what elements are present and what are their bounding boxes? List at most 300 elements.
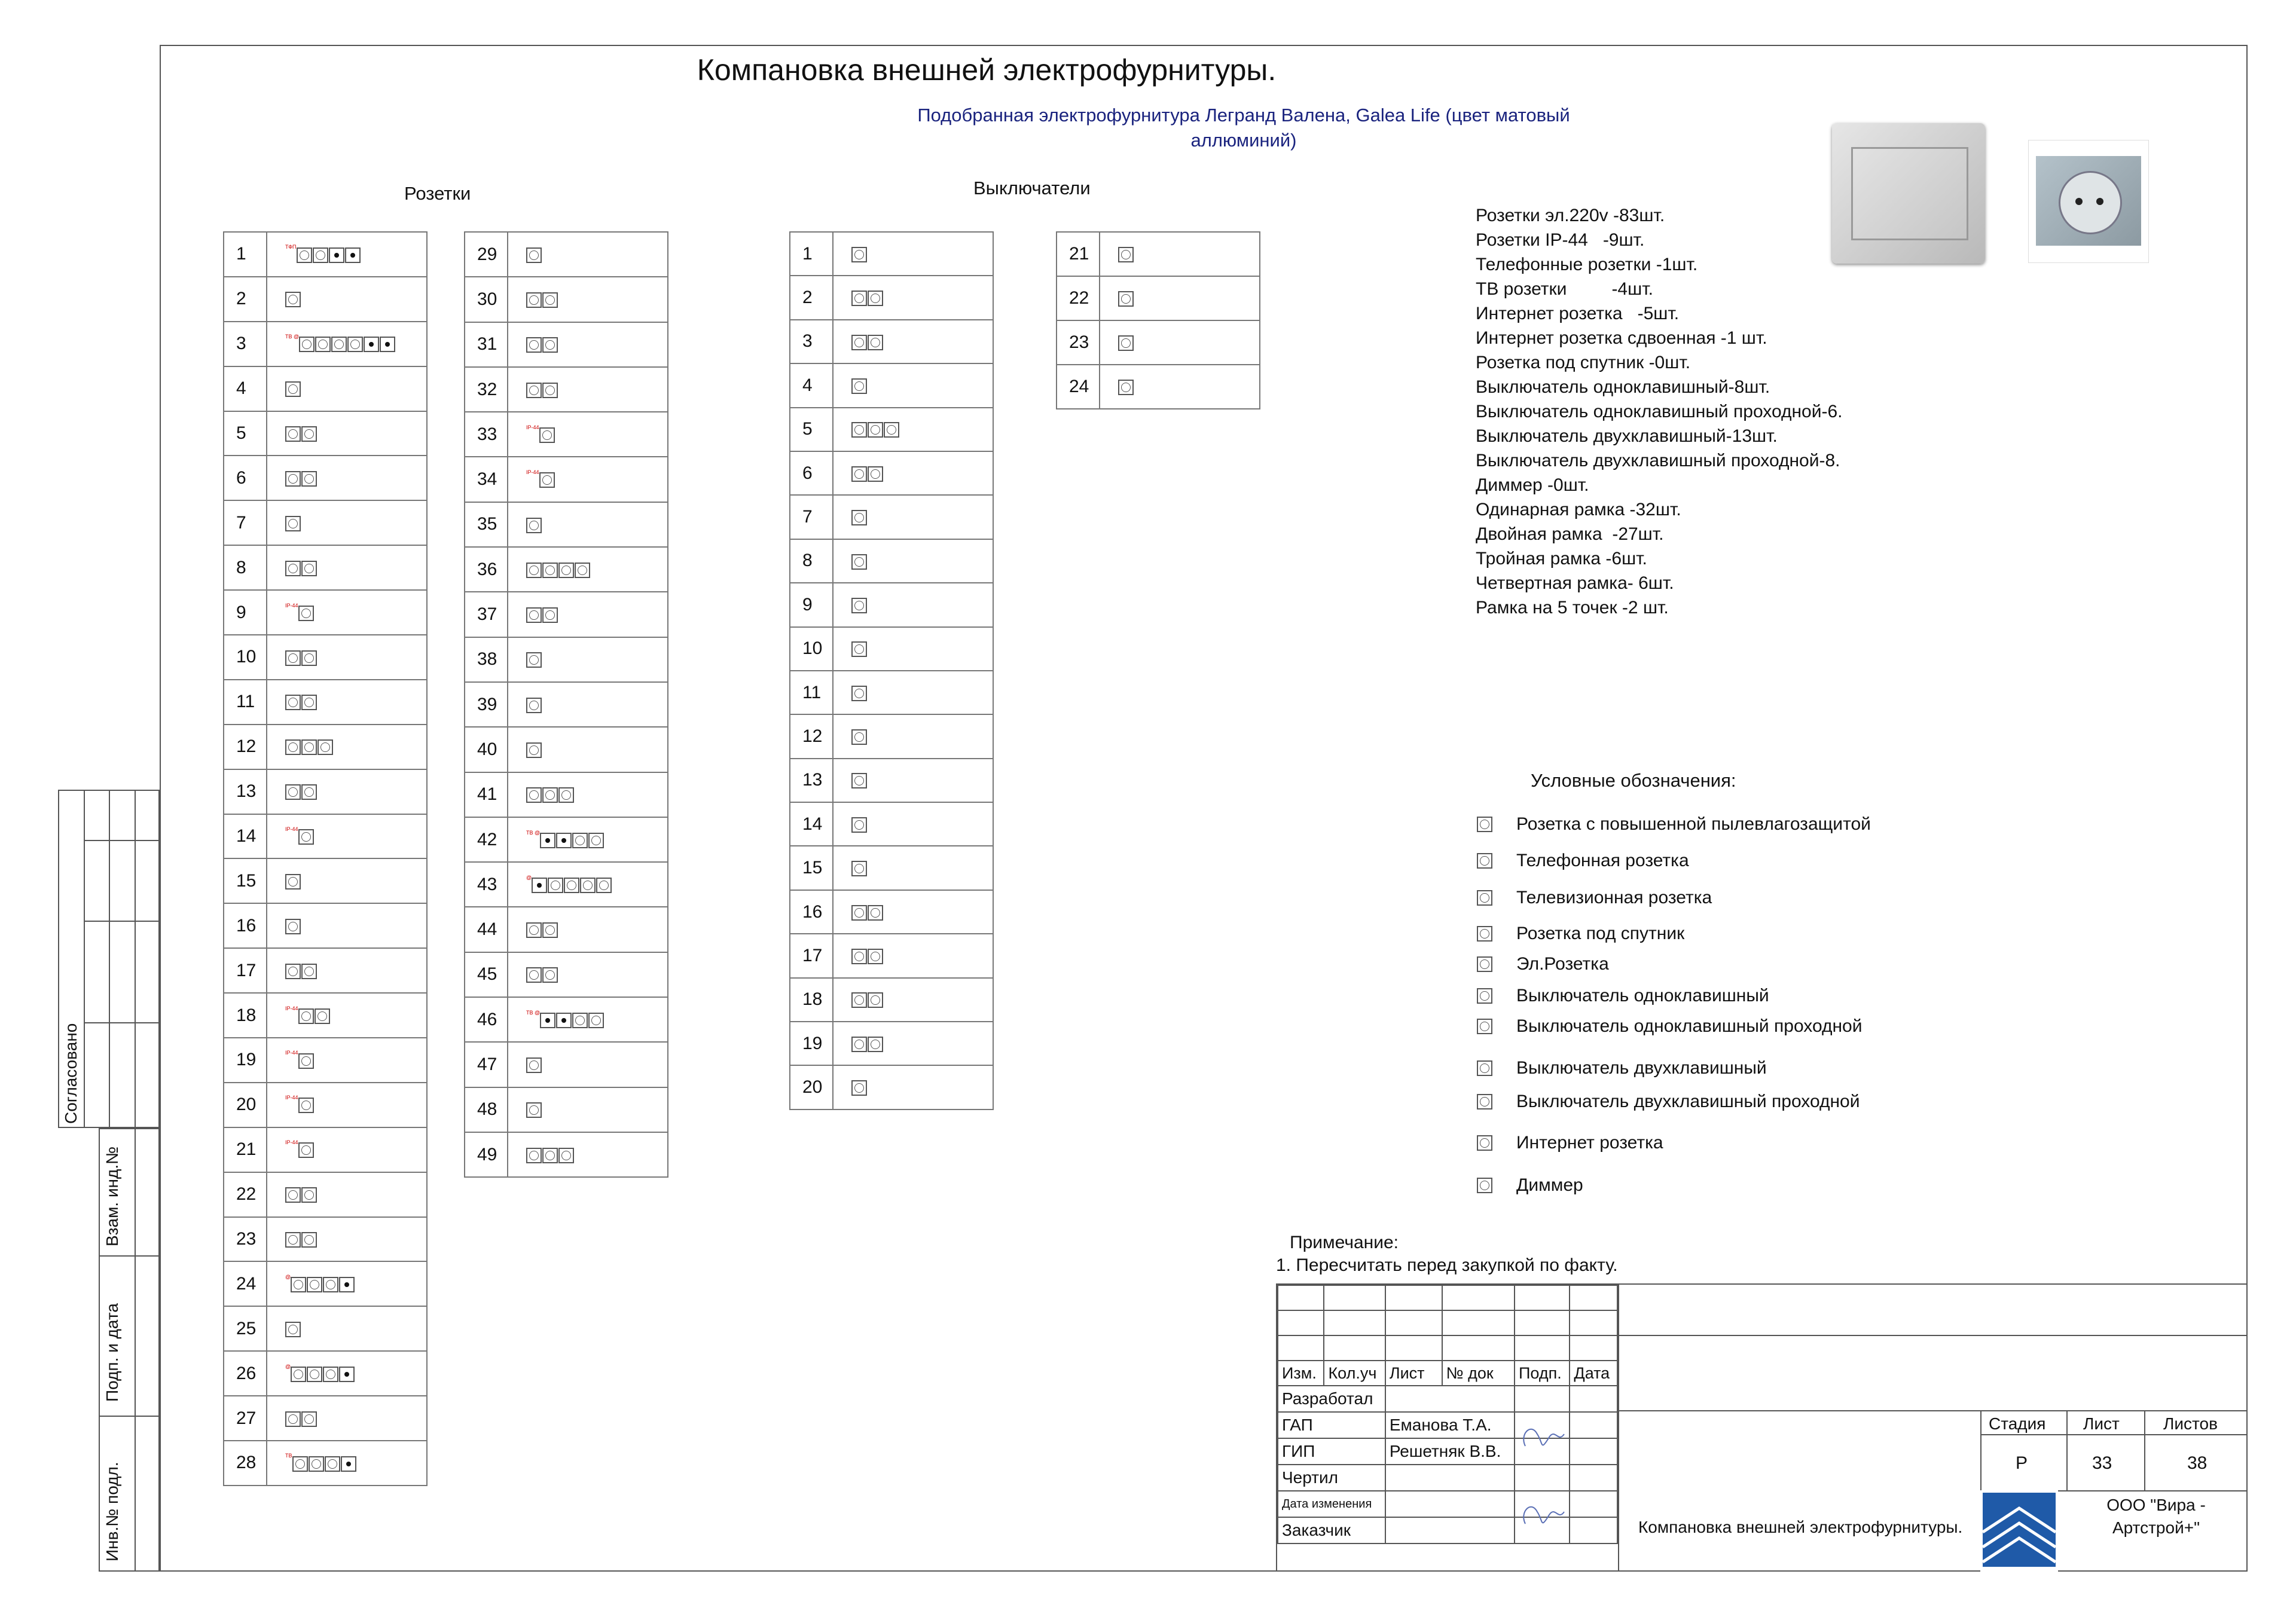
table-row: [224, 590, 427, 635]
row-number: 22: [1057, 276, 1100, 320]
page-subtitle: Подобранная электрофурнитура Легранд Валена, Galea Life (цвет матовый аллюминий): [917, 105, 1570, 151]
device-icon: [285, 1232, 301, 1248]
row-number: 32: [465, 367, 508, 412]
sheets-label: Листов: [2163, 1414, 2218, 1433]
table-row: [465, 592, 668, 637]
legend-label: Выключатель одноклавишный: [1516, 986, 1769, 1005]
row-symbols: [267, 858, 427, 903]
summary-line: Розетки эл.220v -83шт.: [1476, 206, 1665, 225]
table-row: [790, 627, 993, 671]
row-symbols: IP-44: [267, 590, 427, 635]
data-socket-icon: [364, 337, 379, 352]
row-number: 15: [790, 846, 833, 890]
side-label-approved: Согласовано: [62, 1023, 80, 1124]
stamp-header: Подп.: [1515, 1361, 1570, 1386]
device-icon: [526, 742, 542, 758]
row-symbols: [267, 635, 427, 680]
legend-label: Эл.Розетка: [1516, 954, 1609, 974]
summary-line: Диммер -0шт.: [1476, 475, 1589, 495]
device-icon: [285, 964, 301, 979]
device-icon: [572, 833, 588, 848]
sheet-label: Лист: [2083, 1414, 2120, 1433]
row-number: 9: [224, 590, 267, 635]
device-icon: [307, 1367, 322, 1382]
row-number: 6: [224, 456, 267, 500]
device-icon: [868, 466, 883, 482]
table-row: [465, 367, 668, 412]
row-number: 28: [224, 1441, 267, 1486]
summary-line: Одинарная рамка -32шт.: [1476, 500, 1681, 519]
table-row: [790, 934, 993, 977]
row-number: 7: [790, 495, 833, 539]
device-icon: [285, 919, 301, 934]
device-icon: [285, 874, 301, 890]
device-icon: [325, 1456, 340, 1472]
page-title: Компановка внешней электрофурнитуры.: [697, 53, 1277, 87]
device-icon: [297, 247, 312, 263]
row-symbols: [833, 846, 993, 890]
row-number: 6: [790, 451, 833, 495]
device-icon: [558, 1148, 574, 1163]
table-row: [224, 858, 427, 903]
row-symbols: [267, 500, 427, 545]
switch-product-image: [1832, 123, 1985, 264]
table-row: [224, 366, 427, 411]
legend-symbol-icon: [1477, 817, 1492, 832]
row-number: 49: [465, 1132, 508, 1177]
device-icon: [301, 739, 317, 755]
table-row: [1057, 365, 1260, 409]
row-symbols: [833, 1022, 993, 1065]
row-number: 13: [790, 759, 833, 802]
row-symbols: ТВ @: [267, 322, 427, 366]
row-symbols: @: [267, 1351, 427, 1396]
device-icon: [542, 1148, 558, 1163]
row-number: 18: [224, 993, 267, 1038]
device-icon: [298, 1098, 314, 1113]
stamp-person: [1385, 1386, 1515, 1412]
row-symbols: [267, 948, 427, 993]
row-symbols: [833, 320, 993, 363]
device-icon: [285, 561, 301, 576]
row-symbols: [267, 366, 427, 411]
switches-table-2: [1056, 231, 1260, 409]
device-icon: [526, 698, 542, 713]
sockets-heading: Розетки: [404, 183, 471, 204]
device-icon: [851, 598, 867, 613]
legend-symbol-icon: [1477, 988, 1492, 1004]
row-symbols: [833, 363, 993, 407]
row-number: 2: [224, 277, 267, 322]
summary-line: ТВ розетки -4шт.: [1476, 279, 1653, 299]
device-icon: [315, 337, 331, 352]
device-icon: [1118, 380, 1134, 395]
device-icon: [542, 967, 558, 983]
legend-item: [1477, 888, 1712, 908]
device-icon: [285, 292, 301, 307]
stamp-header: № док: [1442, 1361, 1515, 1386]
row-symbols: [833, 408, 993, 451]
legend-symbol-icon: [1477, 1094, 1492, 1109]
row-symbols: [508, 907, 668, 952]
row-number: 41: [465, 772, 508, 817]
legend-label: Телефонная розетка: [1516, 851, 1689, 870]
device-icon: [298, 1008, 314, 1024]
table-row: [224, 1127, 427, 1172]
table-row: [465, 322, 668, 367]
row-number: 47: [465, 1042, 508, 1087]
device-icon: [301, 695, 317, 710]
table-row: [790, 320, 993, 363]
row-symbols: [267, 903, 427, 948]
row-number: 33: [465, 412, 508, 457]
device-icon: [317, 739, 333, 755]
stamp-header: Лист: [1385, 1361, 1442, 1386]
stamp-header: Дата: [1570, 1361, 1617, 1386]
row-number: 36: [465, 547, 508, 592]
device-icon: [580, 878, 596, 893]
data-socket-icon: [380, 337, 395, 352]
device-icon: [526, 1057, 542, 1073]
device-icon: [301, 426, 317, 442]
row-symbols: [833, 802, 993, 846]
stamp-person: Решетняк В.В.: [1385, 1438, 1515, 1465]
device-icon: [575, 563, 590, 578]
legend-item: [1477, 814, 1871, 835]
company-logo: [1980, 1490, 2058, 1569]
row-number: 22: [224, 1172, 267, 1217]
device-icon: [868, 422, 883, 438]
table-row: [790, 539, 993, 583]
table-row: [224, 769, 427, 814]
data-socket-icon: [556, 1013, 572, 1028]
stamp-header: Изм.: [1278, 1361, 1324, 1386]
device-icon: [588, 1013, 604, 1028]
device-icon: [526, 787, 542, 803]
data-socket-icon: [341, 1456, 356, 1472]
side-label-inventory: Инв.№ подл.: [103, 1462, 121, 1561]
legend-item: [1477, 954, 1609, 974]
table-row: [465, 997, 668, 1042]
row-number: 14: [224, 814, 267, 859]
row-number: 23: [1057, 320, 1100, 365]
switches-heading: Выключатели: [973, 178, 1091, 198]
device-icon: [539, 472, 555, 488]
stamp-person: [1385, 1465, 1515, 1491]
summary-line: Розетки IP-44 -9шт.: [1476, 230, 1645, 250]
row-number: 14: [790, 802, 833, 846]
table-row: [224, 456, 427, 500]
device-icon: [868, 992, 883, 1008]
device-icon: [526, 518, 542, 533]
table-row: [224, 1351, 427, 1396]
device-icon: [291, 1277, 306, 1292]
row-number: 43: [465, 862, 508, 907]
table-row: [224, 277, 427, 322]
legend-symbol-icon: [1477, 1178, 1492, 1193]
row-number: 1: [790, 232, 833, 276]
table-row: [1057, 320, 1260, 365]
row-number: 11: [224, 680, 267, 725]
device-icon: [851, 817, 867, 833]
row-symbols: IP-44: [267, 993, 427, 1038]
device-icon: [884, 422, 899, 438]
row-symbols: [508, 367, 668, 412]
row-number: 37: [465, 592, 508, 637]
device-icon: [526, 292, 542, 308]
device-icon: [313, 247, 328, 263]
device-icon: [542, 607, 558, 623]
device-icon: [572, 1013, 588, 1028]
table-row: [224, 232, 427, 277]
table-row: [224, 500, 427, 545]
socket-product-image: [2028, 140, 2149, 263]
table-row: [790, 802, 993, 846]
row-number: 19: [224, 1038, 267, 1083]
device-icon: [292, 1456, 308, 1472]
device-icon: [868, 949, 883, 964]
table-row: [224, 1083, 427, 1127]
device-icon: [851, 291, 867, 306]
row-symbols: [267, 1172, 427, 1217]
row-number: 20: [224, 1083, 267, 1127]
table-row: [224, 545, 427, 590]
row-number: 10: [790, 627, 833, 671]
table-row: [1057, 276, 1260, 320]
device-icon: [851, 1037, 867, 1052]
device-icon: [851, 949, 867, 964]
device-icon: [315, 1008, 330, 1024]
device-icon: [596, 878, 612, 893]
side-label-sign-date: Подп. и дата: [103, 1303, 121, 1402]
table-row: [465, 1132, 668, 1177]
row-symbols: [508, 547, 668, 592]
stamp-role: Заказчик: [1278, 1517, 1385, 1543]
table-row: [465, 952, 668, 997]
device-icon: [285, 739, 301, 755]
signature: [1513, 1410, 1567, 1542]
device-icon: [285, 784, 301, 800]
row-number: 31: [465, 322, 508, 367]
row-symbols: [833, 978, 993, 1022]
legend-item: [1477, 1058, 1767, 1078]
device-icon: [851, 641, 867, 657]
device-icon: [298, 829, 314, 845]
row-number: 38: [465, 637, 508, 682]
legend-item: [1477, 1133, 1663, 1153]
device-icon: [1118, 291, 1134, 307]
device-icon: [526, 337, 542, 353]
device-icon: [285, 516, 301, 531]
row-symbols: [267, 1306, 427, 1351]
row-number: 7: [224, 500, 267, 545]
table-row: [465, 1042, 668, 1087]
device-icon: [309, 1456, 324, 1472]
table-row: [790, 408, 993, 451]
legend-label: Розетка с повышенной пылевлагозащитой: [1516, 814, 1871, 834]
legend-item: [1477, 851, 1689, 871]
row-symbols: [267, 456, 427, 500]
row-symbols: [833, 583, 993, 626]
device-icon: [851, 992, 867, 1008]
row-symbols: [508, 277, 668, 322]
row-symbols: @: [508, 862, 668, 907]
stage-label: Стадия: [1989, 1414, 2046, 1433]
row-symbols: [267, 1217, 427, 1262]
device-icon: [868, 291, 883, 306]
device-icon: [542, 563, 558, 578]
row-number: 8: [224, 545, 267, 590]
row-number: 35: [465, 502, 508, 547]
device-icon: [526, 607, 542, 623]
device-icon: [564, 878, 579, 893]
summary-line: Интернет розетка -5шт.: [1476, 304, 1680, 323]
row-symbols: [833, 627, 993, 671]
legend-symbol-icon: [1477, 890, 1492, 906]
table-row: [790, 583, 993, 626]
row-symbols: IP-44: [267, 1038, 427, 1083]
table-row: [224, 725, 427, 769]
data-socket-icon: [345, 247, 361, 263]
legend-label: Розетка под спутник: [1516, 924, 1685, 943]
row-number: 1: [224, 232, 267, 277]
data-socket-icon: [329, 247, 344, 263]
data-socket-icon: [339, 1367, 355, 1382]
row-number: 19: [790, 1022, 833, 1065]
stamp-role: ГАП: [1278, 1412, 1385, 1438]
device-icon: [298, 606, 314, 621]
legend-item: [1477, 1016, 1863, 1037]
row-symbols: [508, 1042, 668, 1087]
device-icon: [526, 563, 542, 578]
device-icon: [588, 833, 604, 848]
summary-line: Выключатель одноклавишный проходной-6.: [1476, 402, 1843, 421]
row-number: 39: [465, 682, 508, 727]
table-row: [224, 1261, 427, 1306]
row-symbols: [267, 725, 427, 769]
device-icon: [851, 335, 867, 350]
table-row: [465, 232, 668, 277]
table-row: [465, 277, 668, 322]
table-row: [224, 1038, 427, 1083]
device-icon: [526, 383, 542, 398]
row-symbols: IP-44: [267, 1127, 427, 1172]
table-row: [224, 1172, 427, 1217]
table-row: [465, 817, 668, 862]
row-number: 21: [1057, 232, 1100, 276]
table-row: [224, 322, 427, 366]
device-icon: [298, 1142, 314, 1158]
row-number: 12: [224, 725, 267, 769]
device-icon: [526, 652, 542, 668]
note-text: 1. Пересчитать перед закупкой по факту.: [1276, 1255, 1618, 1275]
device-icon: [347, 337, 363, 352]
row-number: 11: [790, 671, 833, 714]
device-icon: [851, 686, 867, 701]
row-number: 12: [790, 714, 833, 758]
row-symbols: [267, 545, 427, 590]
row-symbols: [267, 1396, 427, 1441]
row-number: 15: [224, 858, 267, 903]
row-number: 26: [224, 1351, 267, 1396]
row-symbols: [508, 232, 668, 277]
device-icon: [1118, 335, 1134, 351]
row-number: 40: [465, 727, 508, 772]
row-number: 45: [465, 952, 508, 997]
data-socket-icon: [540, 833, 555, 848]
device-icon: [301, 1187, 317, 1203]
device-icon: [301, 650, 317, 666]
table-row: [224, 411, 427, 456]
side-label-replace: Взам. инд.№: [103, 1146, 121, 1246]
device-icon: [548, 878, 563, 893]
summary-line: Телефонные розетки -1шт.: [1476, 255, 1698, 274]
row-number: 3: [790, 320, 833, 363]
row-number: 27: [224, 1396, 267, 1441]
table-row: [465, 727, 668, 772]
device-icon: [285, 695, 301, 710]
device-icon: [323, 1277, 338, 1292]
row-number: 4: [790, 363, 833, 407]
device-icon: [1118, 247, 1134, 262]
device-icon: [851, 554, 867, 570]
company-name: ООО "Вира - Артстрой+": [2106, 1496, 2206, 1537]
stamp-role: Чертил: [1278, 1465, 1385, 1491]
row-symbols: [508, 952, 668, 997]
row-symbols: [508, 592, 668, 637]
table-row: [790, 451, 993, 495]
row-number: 25: [224, 1306, 267, 1351]
device-icon: [307, 1277, 322, 1292]
sockets-table-2: [464, 231, 668, 1178]
row-symbols: ТВ @: [508, 997, 668, 1042]
summary-line: Выключатель одноклавишный-8шт.: [1476, 377, 1770, 397]
legend-symbol-icon: [1477, 1060, 1492, 1076]
device-icon: [301, 471, 317, 487]
table-row: [465, 502, 668, 547]
row-symbols: [1100, 232, 1260, 276]
table-row: [465, 772, 668, 817]
device-icon: [851, 905, 867, 921]
device-icon: [542, 337, 558, 353]
row-number: 24: [1057, 365, 1100, 409]
device-icon: [285, 426, 301, 442]
row-symbols: [833, 539, 993, 583]
row-number: 17: [224, 948, 267, 993]
row-symbols: [508, 1132, 668, 1177]
row-symbols: [508, 727, 668, 772]
data-socket-icon: [556, 833, 572, 848]
device-icon: [851, 773, 867, 788]
device-icon: [285, 650, 301, 666]
device-icon: [868, 335, 883, 350]
device-icon: [851, 247, 867, 262]
device-icon: [539, 427, 555, 443]
device-icon: [301, 1232, 317, 1248]
row-symbols: [833, 451, 993, 495]
row-symbols: IP-44: [508, 457, 668, 502]
row-number: 23: [224, 1217, 267, 1262]
table-row: [224, 993, 427, 1038]
device-icon: [542, 292, 558, 308]
legend-item: [1477, 986, 1769, 1006]
row-symbols: ТФП: [267, 232, 427, 277]
legend-symbol-icon: [1477, 1019, 1492, 1034]
row-number: 29: [465, 232, 508, 277]
device-icon: [851, 729, 867, 745]
row-number: 24: [224, 1261, 267, 1306]
row-symbols: [833, 276, 993, 319]
